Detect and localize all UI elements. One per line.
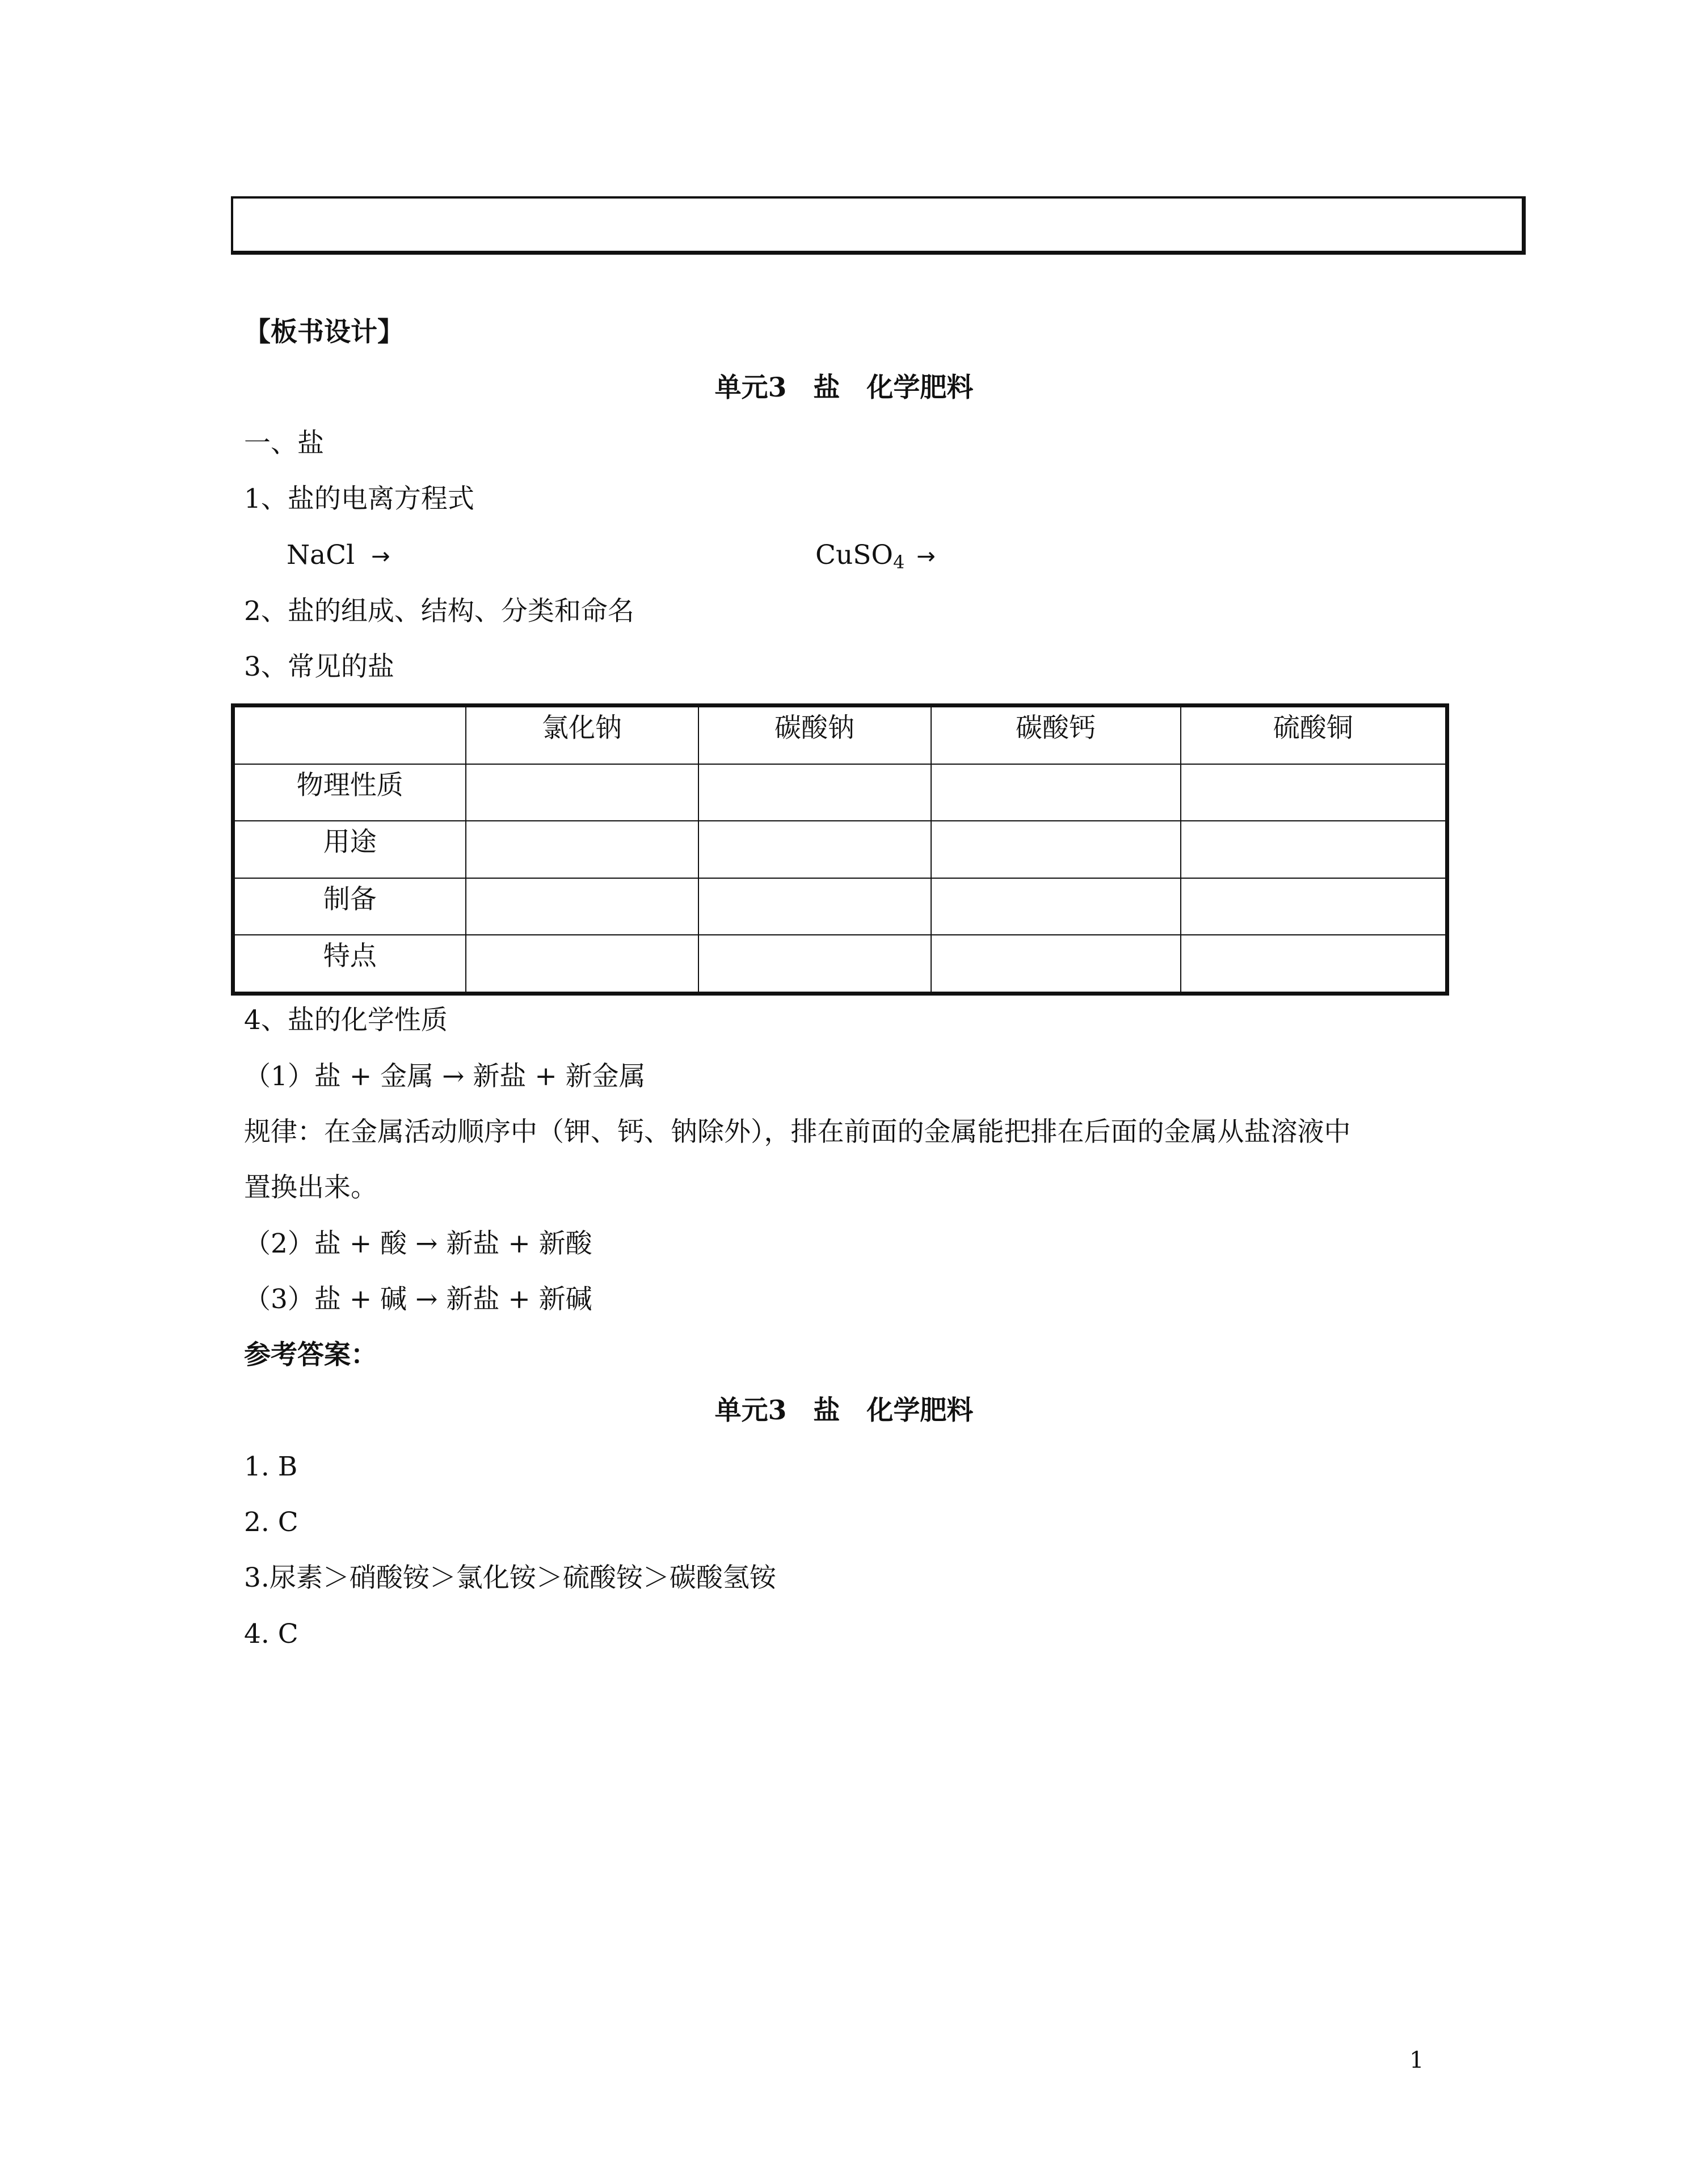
answers-heading: 参考答案： <box>244 1339 377 1371</box>
table-cell <box>698 878 931 935</box>
equation-cuso4-formula: CuSO <box>815 539 893 571</box>
table-cell <box>931 935 1181 994</box>
table-row-label: 物理性质 <box>233 764 466 821</box>
table-cell <box>931 878 1181 935</box>
answer-item: 1. B <box>244 1451 298 1482</box>
table-cell <box>698 935 931 994</box>
table-row <box>233 821 1447 878</box>
answer-item: 4. C <box>244 1618 298 1650</box>
property-salt-acid: （2）盐 + 酸 → 新盐 + 新酸 <box>244 1228 592 1259</box>
property-salt-metal: （1）盐 + 金属 → 新盐 + 新金属 <box>244 1061 646 1092</box>
table-row <box>233 764 1447 821</box>
table-header-cell <box>233 706 466 765</box>
table-row-label: 特点 <box>233 935 466 994</box>
table-cell <box>931 764 1181 821</box>
table-cell <box>466 935 698 994</box>
rule-text-line-2: 置换出来。 <box>244 1172 377 1203</box>
table-cell <box>1181 878 1447 935</box>
answer-item: 2. C <box>244 1507 298 1538</box>
arrow-icon: → <box>916 543 936 570</box>
table-header-cell: 硫酸铜 <box>1181 706 1447 765</box>
equation-nacl-formula: NaCl <box>287 539 355 571</box>
table-row-label: 用途 <box>233 821 466 878</box>
table-row <box>233 878 1447 935</box>
table-row <box>233 935 1447 994</box>
table-header-cell: 碳酸钙 <box>931 706 1181 765</box>
table-row-label: 制备 <box>233 878 466 935</box>
answers-title: 单元3 盐 化学肥料 <box>714 1395 974 1426</box>
item-chemical-properties: 4、盐的化学性质 <box>244 1005 448 1036</box>
table-cell <box>1181 935 1447 994</box>
property-salt-base: （3）盐 + 碱 → 新盐 + 新碱 <box>244 1284 592 1315</box>
table-cell <box>931 821 1181 878</box>
answer-item: 3.尿素＞硝酸铵＞氯化铵＞硫酸铵＞碳酸氢铵 <box>244 1562 776 1593</box>
common-salts-table <box>231 703 1449 996</box>
board-design-heading: 【板书设计】 <box>244 317 404 348</box>
empty-bordered-box <box>231 196 1526 255</box>
table-cell <box>466 878 698 935</box>
table-header-row <box>233 706 1447 765</box>
table-header-cell: 碳酸钠 <box>698 706 931 765</box>
table-cell <box>698 821 931 878</box>
table-cell <box>466 821 698 878</box>
table-cell <box>466 764 698 821</box>
item-ionization-equation: 1、盐的电离方程式 <box>244 483 474 515</box>
table-header-cell: 氯化钠 <box>466 706 698 765</box>
rule-text-line-1: 规律：在金属活动顺序中（钾、钙、钠除外），排在前面的金属能把排在后面的金属从盐溶液中 <box>244 1116 1351 1148</box>
table-cell <box>1181 764 1447 821</box>
table-cell <box>1181 821 1447 878</box>
equation-cuso4 <box>815 539 936 573</box>
item-composition: 2、盐的组成、结构、分类和命名 <box>244 596 634 627</box>
unit-title: 单元3 盐 化学肥料 <box>714 372 974 403</box>
page-number: 1 <box>1409 2047 1424 2073</box>
arrow-icon: → <box>371 543 390 570</box>
table-cell <box>698 764 931 821</box>
equation-cuso4-subscript: 4 <box>893 551 905 573</box>
equation-nacl <box>287 539 390 571</box>
item-common-salts: 3、常见的盐 <box>244 651 394 682</box>
section-salt: 一、盐 <box>244 428 324 459</box>
